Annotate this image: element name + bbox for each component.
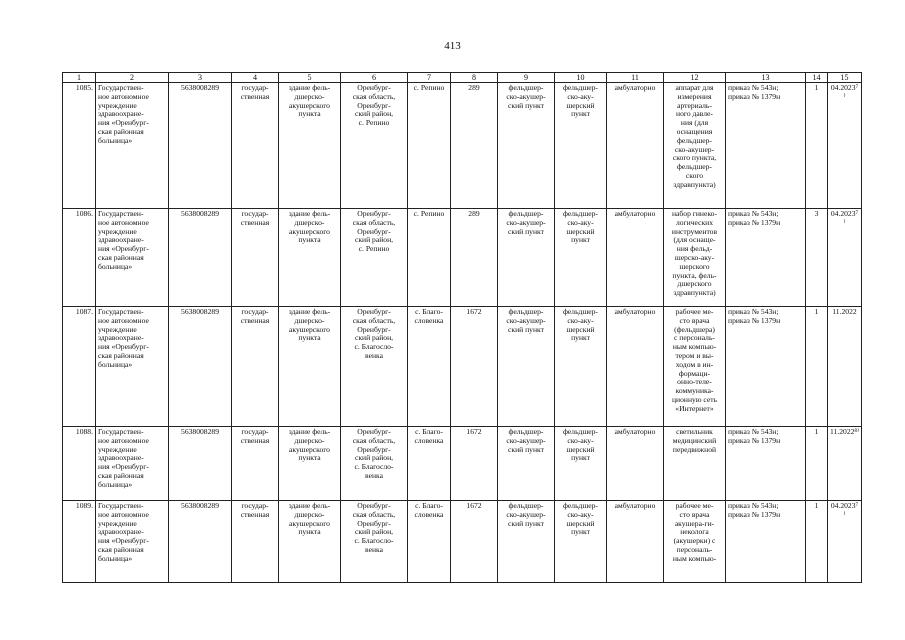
column-number: 9 (498, 73, 555, 83)
column-number: 12 (664, 73, 726, 83)
unit-cell: фельдшер- ско-акушер- ский пункт (498, 209, 555, 307)
column-number: 13 (726, 73, 806, 83)
equipment-cell: рабочее ме- сто врача (фельдшера) с персональ- ным компью- тером и вы- ходом в ин- формаци- онно-теле- коммуника- ционную сеть «Интернет» (664, 307, 726, 427)
subunit-cell: фельдшер- ско-аку- шерский пункт (555, 307, 607, 427)
locality-cell: с. Благо- словенка (408, 427, 451, 501)
building-cell: здание фель- дшерско- акушерского пункта (279, 209, 341, 307)
date-cell: 11.2022 (828, 307, 862, 427)
building-cell: здание фель- дшерско- акушерского пункта (279, 83, 341, 209)
building-cell: здание фель- дшерско- акушерского пункта (279, 307, 341, 427)
column-number: 7 (408, 73, 451, 83)
row-number-cell: 1086. (63, 209, 96, 307)
unit-cell: фельдшер- ско-акушер- ский пункт (498, 427, 555, 501)
address-cell: Оренбург- ская область, Оренбург- ский район, с. Благосло- венка (341, 427, 408, 501)
locality-code-cell: 289 (451, 209, 498, 307)
ownership-cell: государ- ственная (232, 427, 279, 501)
order-cell: приказ № 543н; приказ № 1379н (726, 427, 806, 501)
column-number-row (63, 73, 862, 83)
order-cell: приказ № 543н; приказ № 1379н (726, 209, 806, 307)
subunit-cell: фельдшер- ско-аку- шерский пункт (555, 427, 607, 501)
locality-code-cell: 1672 (451, 501, 498, 583)
column-number: 10 (555, 73, 607, 83)
date-cell: 04.2023⁷⁾ (828, 501, 862, 583)
ownership-cell: государ- ственная (232, 83, 279, 209)
locality-code-cell: 1672 (451, 307, 498, 427)
care-type-cell: амбулаторно (607, 307, 664, 427)
building-cell: здание фель- дшерско- акушерского пункта (279, 427, 341, 501)
care-type-cell: амбулаторно (607, 501, 664, 583)
register-table (62, 72, 862, 583)
equipment-cell: рабочее ме- сто врача акушера-ги- неколога (акушерки) с персональ- ным компью- (664, 501, 726, 583)
date-cell: 04.2023⁷⁾ (828, 209, 862, 307)
equipment-cell: набор гинеко- логических инструментов (для оснаще- ния фельд- шерско-аку- шерского пункта, фель- дшерского здравпункта) (664, 209, 726, 307)
ownership-cell: государ- ственная (232, 307, 279, 427)
locality-code-cell: 289 (451, 83, 498, 209)
table-row (63, 83, 862, 209)
unit-cell: фельдшер- ско-акушер- ский пункт (498, 501, 555, 583)
row-number-cell: 1087. (63, 307, 96, 427)
care-type-cell: амбулаторно (607, 427, 664, 501)
organization-name-cell: Государствен- ное автономное учреждение здравоохране- ния «Оренбург- ская районная больница» (96, 307, 169, 427)
subunit-cell: фельдшер- ско-аку- шерский пункт (555, 501, 607, 583)
unit-cell: фельдшер- ско-акушер- ский пункт (498, 307, 555, 427)
column-number: 5 (279, 73, 341, 83)
unit-cell: фельдшер- ско-акушер- ский пункт (498, 83, 555, 209)
column-number: 11 (607, 73, 664, 83)
column-number: 8 (451, 73, 498, 83)
locality-cell: с. Благо- словенка (408, 501, 451, 583)
inn-cell: 5638008289 (169, 501, 232, 583)
order-cell: приказ № 543н; приказ № 1379н (726, 501, 806, 583)
locality-cell: с. Репино (408, 209, 451, 307)
inn-cell: 5638008289 (169, 83, 232, 209)
row-number-cell: 1088. (63, 427, 96, 501)
row-number-cell: 1089. (63, 501, 96, 583)
address-cell: Оренбург- ская область, Оренбург- ский район, с. Репино (341, 83, 408, 209)
row-number-cell: 1085. (63, 83, 96, 209)
table-row (63, 307, 862, 427)
table-row (63, 427, 862, 501)
table-row (63, 209, 862, 307)
address-cell: Оренбург- ская область, Оренбург- ский район, с. Благосло- венка (341, 307, 408, 427)
address-cell: Оренбург- ская область, Оренбург- ский район, с. Репино (341, 209, 408, 307)
column-number: 4 (232, 73, 279, 83)
organization-name-cell: Государствен- ное автономное учреждение здравоохране- ния «Оренбург- ская районная больница» (96, 83, 169, 209)
ownership-cell: государ- ственная (232, 209, 279, 307)
quantity-cell: 1 (806, 83, 828, 209)
order-cell: приказ № 543н; приказ № 1379н (726, 307, 806, 427)
organization-name-cell: Государствен- ное автономное учреждение здравоохране- ния «Оренбург- ская районная больница» (96, 427, 169, 501)
organization-name-cell: Государствен- ное автономное учреждение здравоохране- ния «Оренбург- ская районная больница» (96, 209, 169, 307)
subunit-cell: фельдшер- ско-аку- шерский пункт (555, 83, 607, 209)
quantity-cell: 1 (806, 307, 828, 427)
equipment-cell: аппарат для измерения артериаль- ного давле- ния (для оснащения фельдшер- ско-акушер- ского пункта, фельдшер- ского здравпункта) (664, 83, 726, 209)
building-cell: здание фель- дшерско- акушерского пункта (279, 501, 341, 583)
locality-cell: с. Репино (408, 83, 451, 209)
organization-name-cell: Государствен- ное автономное учреждение здравоохране- ния «Оренбург- ская районная больница» (96, 501, 169, 583)
column-number: 15 (828, 73, 862, 83)
inn-cell: 5638008289 (169, 307, 232, 427)
date-cell: 11.2022⁸⁾ (828, 427, 862, 501)
column-number: 1 (63, 73, 96, 83)
care-type-cell: амбулаторно (607, 209, 664, 307)
column-number: 3 (169, 73, 232, 83)
column-number: 14 (806, 73, 828, 83)
care-type-cell: амбулаторно (607, 83, 664, 209)
ownership-cell: государ- ственная (232, 501, 279, 583)
column-number: 2 (96, 73, 169, 83)
quantity-cell: 1 (806, 501, 828, 583)
page-number: 413 (444, 40, 461, 52)
inn-cell: 5638008289 (169, 427, 232, 501)
quantity-cell: 3 (806, 209, 828, 307)
table-row (63, 501, 862, 583)
quantity-cell: 1 (806, 427, 828, 501)
locality-code-cell: 1672 (451, 427, 498, 501)
subunit-cell: фельдшер- ско-аку- шерский пункт (555, 209, 607, 307)
address-cell: Оренбург- ская область, Оренбург- ский район, с. Благосло- венка (341, 501, 408, 583)
column-number: 6 (341, 73, 408, 83)
order-cell: приказ № 543н; приказ № 1379н (726, 83, 806, 209)
locality-cell: с. Благо- словенка (408, 307, 451, 427)
equipment-cell: светильник медицинский передвижной (664, 427, 726, 501)
inn-cell: 5638008289 (169, 209, 232, 307)
date-cell: 04.2023⁷⁾ (828, 83, 862, 209)
